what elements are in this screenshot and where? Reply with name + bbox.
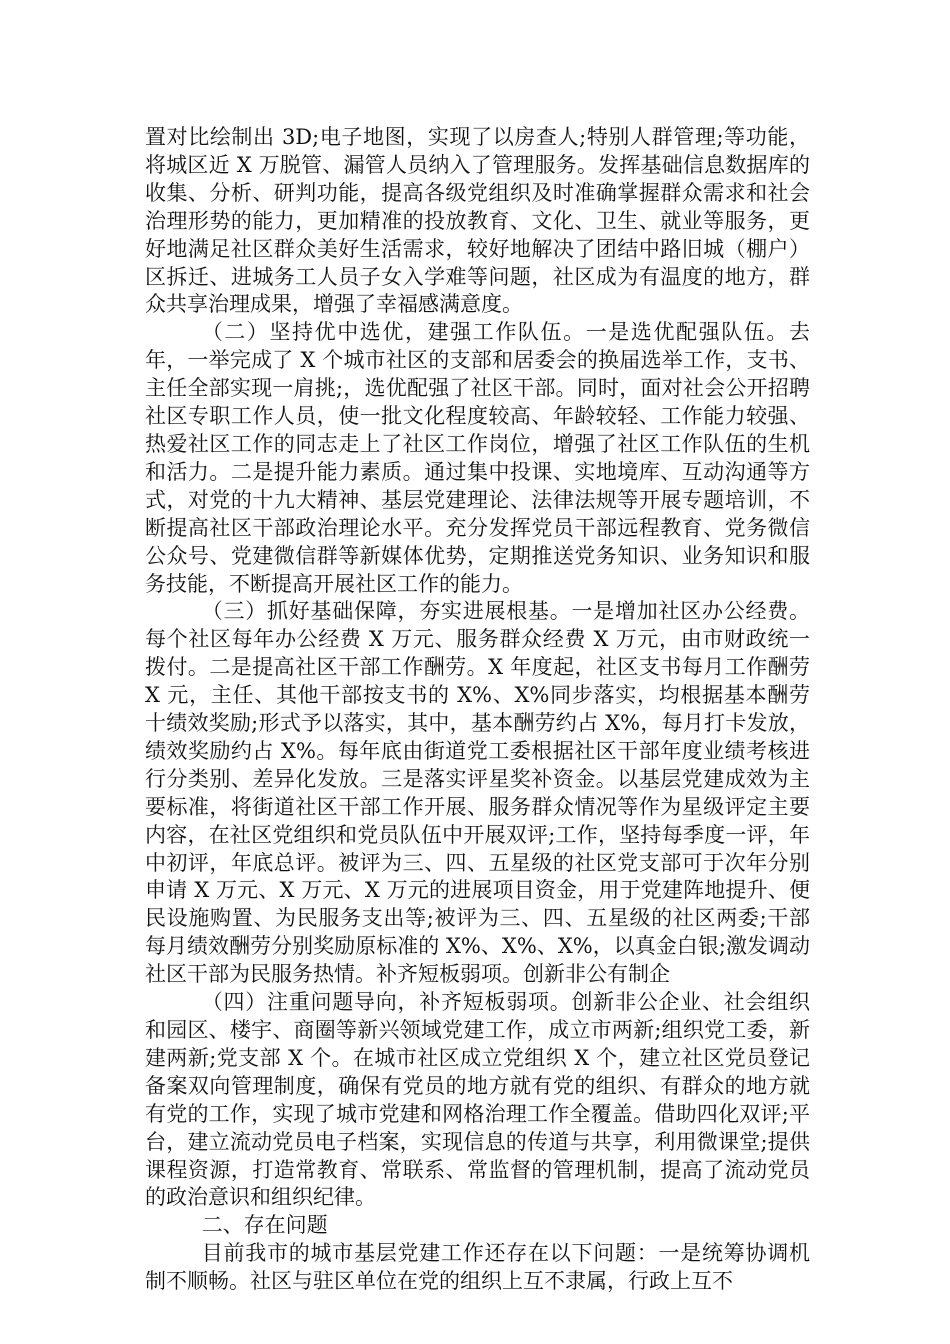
paragraph-section-four-problem-orientation: （四）注重问题导向，补齐短板弱项。创新非公企业、社会组织和园区、楼宇、商圈等新兴领域党建工作，成立市两新;组织党工委，新建两新;党支部 X 个。在城市社区成立党组织 X 个，建立社区党员登记备案双向管理制度，确保有党员的地方就有党的组织、有群众的地方就有党的工作，实现了城市党建和网格治理工作全覆盖。借助四化双评;平台，建立流动党员电子档案，实现信息的传道与共享，利用微课堂;提供课程资源，打造常教育、常联系、常监督的管理机制，提高了流动党员的政治意识和组织纪律。 xyxy=(145,990,810,1210)
paragraph-existing-problems-intro: 目前我市的城市基层党建工作还存在以下问题：一是统筹协调机制不顺畅。社区与驻区单位在党的组织上互不隶属，行政上互不 xyxy=(145,1241,810,1294)
paragraph-section-two-work-team: （二）坚持优中选优，建强工作队伍。一是选优配强队伍。去年，一举完成了 X 个城市社区的支部和居委会的换届选举工作，支书、主任全部实现一肩挑;，选优配强了社区干部。同时，面对社会公开招聘社区专职工作人员，使一批文化程度较高、年龄较轻、工作能力较强、热爱社区工作的同志走上了社区工作岗位，增强了社区工作队伍的生机和活力。二是提升能力素质。通过集中投课、实地境库、互动沟通等方式，对党的十九大精神、基层党建理论、法律法规等开展专题培训，不断提高社区干部政治理论水平。充分发挥党员干部远程教育、党务微信公众号、党建微信群等新媒体优势，定期推送党务知识、业务知识和服务技能，不断提高开展社区工作的能力。 xyxy=(145,320,810,596)
document-body xyxy=(145,124,810,1296)
paragraph-section-three-basic-guarantee: （三）抓好基础保障，夯实进展根基。一是增加社区办公经费。每个社区每年办公经费 X 万元、服务群众经费 X 万元，由市财政统一拨付。二是提高社区干部工作酬劳。X 年度起，社区支书每月工作酬劳 X 元，主任、其他干部按支书的 X%、X%同步落实，均根据基本酬劳十绩效奖励;形式予以落实，其中，基本酬劳约占 X%，每月打卡发放，绩效奖励约占 X%。每年底由街道党工委根据社区干部年度业绩考核进行分类别、差异化发放。三是落实评星奖补资金。以基层党建成效为主要标准，将街道社区干部工作开展、服务群众情况等作为星级评定主要内容，在社区党组织和党员队伍中开展双评;工作，坚持每季度一评，年中初评，年底总评。被评为三、四、五星级的社区党支部可于次年分别申请 X 万元、X 万元、X 万元的进展项目资金，用于党建阵地提升、便民设施购置、为民服务支出等;被评为三、四、五星级的社区两委;干部每月绩效酬劳分别奖励原标准的 X%、X%、X%，以真金白银;激发调动社区干部为民服务热情。补齐短板弱项。创新非公有制企 xyxy=(145,599,810,987)
section-heading-existing-problems: 二、存在问题 xyxy=(201,1213,328,1238)
paragraph-continued-info-system: 置对比绘制出 3D;电子地图，实现了以房查人;特别人群管理;等功能，将城区近 X 万脱管、漏管人员纳入了管理服务。发挥基础信息数据库的收集、分析、研判功能，提高各级党组织及时准确掌握群众需求和社会治理形势的能力，更加精准的投放教育、文化、卫生、就业等服务，更好地满足社区群众美好生活需求，较好地解决了团结中路旧城（棚户）区拆迁、进城务工人员子女入学难等问题，社区成为有温度的地方，群众共享治理成果，增强了幸福感满意度。 xyxy=(145,125,810,317)
